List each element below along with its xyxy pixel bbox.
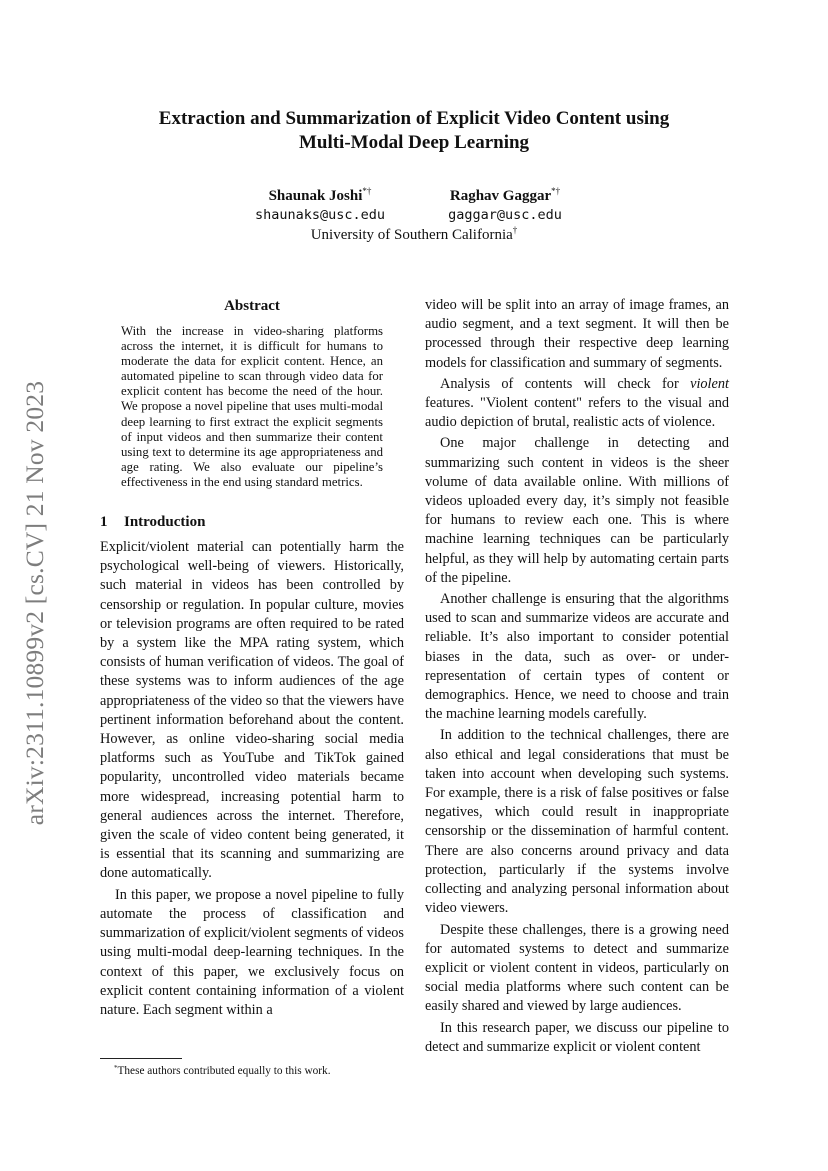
paper-title <box>100 107 728 155</box>
author-2-email: gaggar@usc.edu <box>448 207 562 223</box>
author-1-email: shaunaks@usc.edu <box>254 207 386 223</box>
abstract-heading: Abstract <box>224 298 280 314</box>
arxiv-stamp <box>18 355 52 850</box>
violent-para-after: features. "Violent content" refers to the visual and audio depiction of brutal, realistic acts of violence. <box>425 395 729 431</box>
section-heading-introduction <box>100 512 404 532</box>
intro-paragraph-need: Despite these challenges, there is a growing need for automated systems to detect and summarize explicit or violent content in videos, particularly on social media platforms where such content can be easily shared and viewed by large audiences. <box>425 921 729 1015</box>
footnote <box>100 1061 404 1078</box>
intro-paragraph-violent <box>425 375 729 433</box>
author-block <box>100 181 728 241</box>
intro-paragraph-pipeline: In this research paper, we discuss our pipeline to detect and summarize explicit or violent content <box>425 1019 729 1055</box>
left-column <box>100 296 404 1020</box>
author-2-marks: *† <box>551 186 561 196</box>
violent-para-before: Analysis of contents will check for <box>440 375 691 392</box>
footnote-mark: * <box>114 1064 118 1072</box>
affiliation-text: University of Southern California <box>310 227 513 243</box>
footnote-text: These authors contributed equally to this work. <box>117 1065 331 1077</box>
section-number: 1 <box>100 514 108 531</box>
section-title: Introduction <box>124 514 206 531</box>
intro-paragraph-ethics: In addition to the technical challenges, there are also ethical and legal considerations that must be taken into account when developing such systems. For example, there is a risk of false positives or false negatives, which could result in inappropriate censorship or the dissemination of harmful content. There are also concerns around privacy and data protection, particularly if the systems involve collecting and analyzing personal information about video viewers. <box>425 727 729 917</box>
intro-paragraph-challenge-accuracy: Another challenge is ensuring that the algorithms used to scan and summarize videos are accurate and reliable. It’s also important to consider potential biases in the data, such as over- or under-representation of certain types of content or demographics. Hence, we need to choose and train the machine learning models carefully. <box>425 591 729 723</box>
right-column <box>425 296 729 1057</box>
footnote-rule <box>100 1058 182 1059</box>
paper-title-line-2: Multi-Modal Deep Learning <box>298 132 530 153</box>
abstract-text: With the increase in video-sharing platforms across the internet, it is difficult for humans to moderate the data for explicit content. Hence, an automated pipeline to scan through video data for explicit content has become the need of the hour. We propose a novel pipeline that uses multi-modal deep learning to first extract the explicit segments of input videos and then summarize their content using text to determine its age appropriateness and age rating. We also evaluate our pipeline’s effectiveness in the end using standard metrics. <box>121 324 383 489</box>
author-1-name: Shaunak Joshi <box>268 188 363 204</box>
intro-paragraph-challenge-volume: One major challenge in detecting and summarizing such content in videos is the sheer volume of data available online. With millions of videos uploaded every day, it’s simply not feasible for humans to review each one. This is where machine learning techniques can be particularly helpful, as they will help by automating certain parts of the pipeline. <box>425 435 729 586</box>
intro-paragraph-continuation: video will be split into an array of image frames, an audio segment, and a text segment. It will then be processed through their respective deep learning models for classification and summary of segments. <box>425 297 729 371</box>
paper-title-line-1: Extraction and Summarization of Explicit Video Content using <box>158 108 670 129</box>
author-1-marks: *† <box>362 186 372 196</box>
author-1 <box>250 181 390 225</box>
affiliation-mark: † <box>512 225 518 235</box>
affiliation <box>100 220 728 245</box>
author-2 <box>430 181 580 225</box>
intro-paragraph-1: Explicit/violent material can potentially harm the psychological well-being of viewers. Historically, such material in videos has been controlled by censorship or regulation. In popular culture, movies or television programs are often required to be rated by a system like the MPA rating system, which consists of human verification of videos. The goal of these systems was to inform audiences of the age appropriateness of the video so that the viewers have pertinent information beforehand about the content. However, as online video-sharing social media platforms such as YouTube and TikTok gained popularity, uncontrolled video materials became more widespread, increasing potential harm to general audiences across the internet. Therefore, given the scale of video content being generated, it is essential that its scanning and summarizing are done automatically. <box>100 539 404 882</box>
intro-paragraph-2: In this paper, we propose a novel pipeline to fully automate the process of classification and summarization of explicit/violent segments of videos using multi-modal deep-learning techniques. In the context of this paper, we exclusively focus on explicit content containing information of a violent nature. Each segment within a <box>100 886 404 1018</box>
author-2-name: Raghav Gaggar <box>449 188 552 204</box>
violent-emphasis: violent <box>690 375 729 392</box>
arxiv-stamp-text: arXiv:2311.10899v2 [cs.CV] 21 Nov 2023 <box>20 380 49 825</box>
